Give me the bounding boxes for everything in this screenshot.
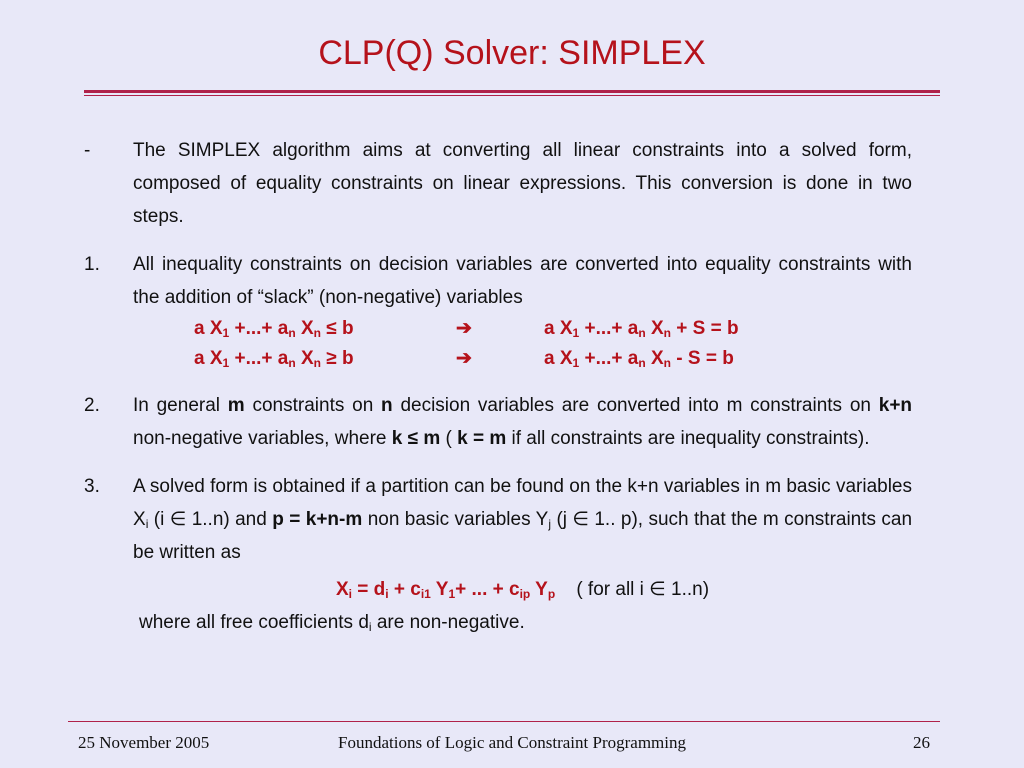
intro-paragraph [84,134,912,233]
step2-equality: k = m [457,428,507,449]
title-rule [84,90,940,93]
step2-kn: k+n [878,395,913,416]
footer-course: Foundations of Logic and Constraint Programming [338,733,686,752]
step2-paragraph [84,389,912,455]
step3-text: (i ∈ 1..n) and [153,509,267,530]
step3-p: p = k+n-m [272,509,363,530]
step1-text: All inequality constraints on decision variables are converted into equality constraints with the addition of “slack” (non-negative) variables [133,254,912,308]
equation-1-rhs: a $X_1$ +...+ $a_n$ $X_n + S = b$ [544,318,739,340]
coefficients-note: where all free coefficients $d_i$ are non-negative. [139,612,525,634]
footer-date: 25 November 2005 [78,733,210,752]
equation-row-2 [84,344,912,374]
footer-page-number: 26 [913,733,930,752]
step3-text: (j ∈ 1.. p), such that the m constraints can be written as [133,509,913,563]
step2-m: m [227,395,245,416]
step2-text: constraints on [252,395,374,416]
right-arrow-icon: ➔ [456,348,472,369]
step3-marker: 3. [84,476,100,497]
step1-paragraph [84,248,912,314]
equation-1-lhs: a $X_1$ +...+ $a_n$ $X_n \le b$ [194,318,354,340]
intro-text: The SIMPLEX algorithm aims at converting all linear constraints into a solved form, composed of equality constraints on linear expressions. This conversion is done in two steps. [133,140,912,227]
intro-marker: - [84,140,91,161]
step2-relation: k ≤ m [391,428,441,449]
step2-text: ( [445,428,452,449]
slide-body [84,134,912,639]
solved-form-formula [84,573,912,606]
step2-marker: 2. [84,395,100,416]
step2-n: n [381,395,393,416]
step3-text: A solved form is obtained if a partition can be found on the k+n variables in m basic variables X [133,476,912,530]
equation-2-lhs: a $X_1$ +...+ $a_n$ $X_n \ge b$ [194,348,354,370]
step3-paragraph: 3. A solved form is obtained if a partition can be found on the k+n variables in m basic variables $X_i$ (i ∈ 1..n) and p = k+n-m non basic variables $Y_j$ (j ∈ 1.. p), such that the m constraints can be written as [84,470,912,569]
title-rule-thin [84,95,940,96]
step2-text: decision variables are converted into m constraints on [400,395,871,416]
step2-text: In general [133,395,221,416]
step2-text: if all constraints are inequality constraints). [511,428,870,449]
formula-expression: $X_i = d_i + c_{i1}$ $Y_1+$ ... + $c_{ip}$ $Y_p$ [335,579,556,601]
formula-note: ( for all i ∈ 1..n) [576,579,710,600]
step1-marker: 1. [84,254,100,275]
right-arrow-icon: ➔ [456,318,472,339]
equation-row-1 [84,314,912,344]
footer-rule [68,721,940,722]
step2-text: non-negative variables, where [133,428,387,449]
slide-title: CLP(Q) Solver: SIMPLEX [318,34,706,72]
step3-text: non basic variables Y [367,509,549,530]
equation-2-rhs: a $X_1$ +...+ $a_n$ $X_n - S = b$ [544,348,734,370]
